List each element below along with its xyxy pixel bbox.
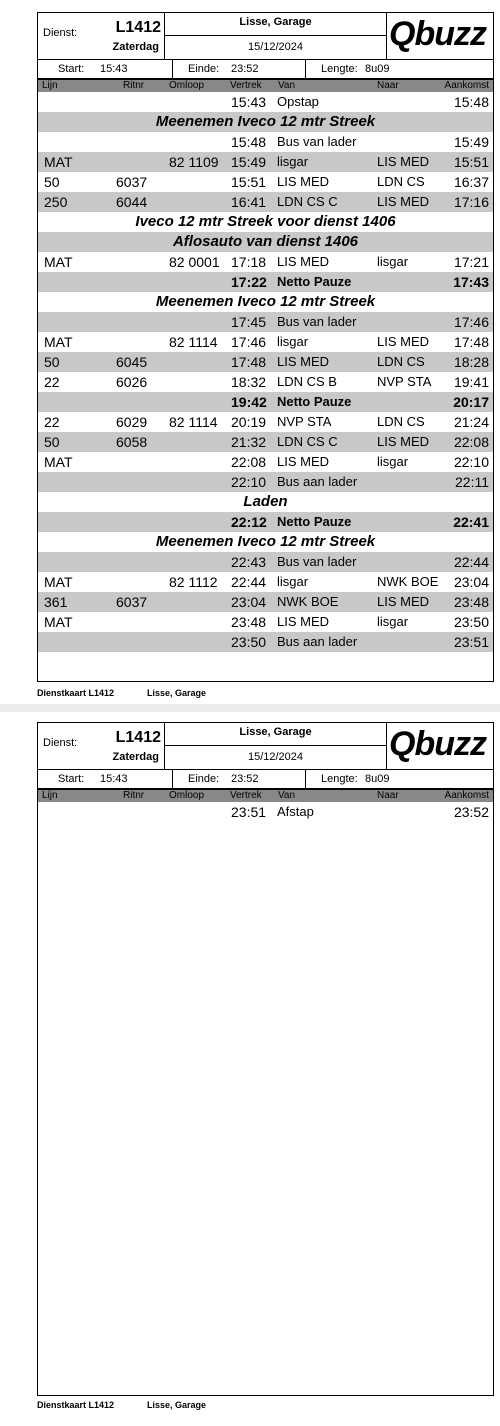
page-1: [0, 0, 500, 704]
dienst-label: Dienst:: [43, 737, 78, 749]
vertrek-cell: 16:41: [231, 194, 267, 210]
vertrek-cell: 22:44: [231, 574, 267, 590]
lijn-cell: MAT: [44, 614, 73, 630]
dag: Zaterdag: [112, 41, 159, 53]
dag: Zaterdag: [112, 751, 159, 763]
vertrek-cell: 20:19: [231, 414, 267, 430]
trip-row: [38, 412, 493, 432]
van-cell: LIS MED: [277, 254, 330, 269]
van-cell: LIS MED: [277, 354, 330, 369]
naar-cell: LDN CS: [377, 174, 425, 189]
ritnr-cell: 6029: [116, 414, 148, 430]
section-title: Iveco 12 mtr Streek voor dienst 1406: [135, 213, 396, 230]
locatie: Lisse, Garage: [239, 16, 312, 28]
van-cell: lisgar: [277, 154, 309, 169]
naar-cell: lisgar: [377, 614, 409, 629]
dienst-cell: [38, 13, 165, 59]
vertrek-cell: 15:49: [231, 154, 267, 170]
lijn-cell: MAT: [44, 574, 73, 590]
van-cell: Opstap: [277, 94, 319, 109]
vertrek-cell: 23:50: [231, 634, 267, 650]
aankomst-cell: 22:44: [453, 554, 489, 570]
locatie-cell: [165, 13, 387, 59]
dienstkaart-sheet: [37, 722, 494, 1396]
van-cell: NWK BOE: [277, 594, 339, 609]
trip-row: [38, 132, 493, 152]
pauze-row: [38, 392, 493, 412]
aankomst-cell: 18:28: [453, 354, 489, 370]
omloop-cell: 82 1114: [169, 334, 218, 350]
logo-cell: [387, 723, 495, 769]
qbuzz-logo: Qbuzz: [389, 725, 486, 763]
start-label: Start:: [58, 63, 85, 75]
footer-locatie: Lisse, Garage: [147, 688, 207, 698]
col-aankomst: Aankomst: [444, 790, 489, 801]
section-title: Aflosauto van dienst 1406: [172, 233, 359, 250]
col-aankomst: Aankomst: [444, 80, 489, 91]
einde-tijd: 23:52: [231, 63, 259, 75]
aankomst-cell: 17:46: [453, 314, 489, 330]
vertrek-cell: 15:51: [231, 174, 267, 190]
lijn-cell: 22: [44, 414, 60, 430]
trip-row: [38, 472, 493, 492]
datum: 15/12/2024: [247, 41, 304, 53]
naar-cell: LIS MED: [377, 434, 430, 449]
naar-cell: LIS MED: [377, 334, 430, 349]
aankomst-cell: 17:48: [453, 334, 489, 350]
van-cell: Bus van lader: [277, 134, 357, 149]
section-title: Laden: [243, 493, 288, 510]
col-vertrek: Vertrek: [230, 790, 262, 801]
naar-cell: lisgar: [377, 454, 409, 469]
naar-cell: LIS MED: [377, 194, 430, 209]
ritnr-cell: 6044: [116, 194, 148, 210]
vertrek-cell: 23:48: [231, 614, 267, 630]
header: [38, 13, 493, 60]
trip-row: [38, 312, 493, 332]
section-title-row: [38, 492, 493, 512]
column-header: [38, 79, 493, 92]
vertrek-cell: 23:04: [231, 594, 267, 610]
lijn-cell: 50: [44, 434, 60, 450]
page-2: [0, 712, 500, 1426]
van-cell: LIS MED: [277, 614, 330, 629]
vertrek-cell: 17:18: [231, 254, 267, 270]
lijn-cell: MAT: [44, 334, 73, 350]
lengte-label: Lengte:: [321, 63, 358, 75]
locatie: Lisse, Garage: [239, 726, 312, 738]
van-cell: Bus aan lader: [277, 474, 358, 489]
section-title: Meenemen Iveco 12 mtr Streek: [155, 533, 376, 550]
pauze-row: [38, 512, 493, 532]
start-tijd: 15:43: [100, 63, 128, 75]
van-cell: lisgar: [277, 574, 309, 589]
start-tijd: 15:43: [100, 773, 128, 785]
lijn-cell: MAT: [44, 254, 73, 270]
section-title-row: [38, 112, 493, 132]
aankomst-cell: 21:24: [453, 414, 489, 430]
van-cell: LIS MED: [277, 174, 330, 189]
section-title-row: [38, 532, 493, 552]
trip-row: [38, 332, 493, 352]
section-title: Meenemen Iveco 12 mtr Streek: [155, 293, 376, 310]
times-bar: [38, 770, 493, 789]
divider: [305, 60, 306, 78]
aankomst-cell: 20:17: [453, 394, 489, 410]
ritnr-cell: 6045: [116, 354, 148, 370]
divider: [165, 35, 386, 36]
lengte-label: Lengte:: [321, 773, 358, 785]
trip-row: [38, 172, 493, 192]
trip-row: [38, 432, 493, 452]
vertrek-cell: 22:12: [231, 514, 267, 530]
section-title-row: [38, 232, 493, 252]
aankomst-cell: 17:16: [453, 194, 489, 210]
trip-row: [38, 632, 493, 652]
vertrek-cell: 21:32: [231, 434, 267, 450]
footer-locatie: Lisse, Garage: [147, 1400, 207, 1410]
van-cell: lisgar: [277, 334, 309, 349]
naar-cell: LIS MED: [377, 594, 430, 609]
page-separator: [0, 704, 500, 712]
aankomst-cell: 22:41: [453, 514, 489, 530]
aankomst-cell: 23:52: [453, 804, 489, 820]
col-ritnr: Ritnr: [123, 790, 145, 801]
section-title-row: [38, 212, 493, 232]
divider: [172, 770, 173, 788]
naar-cell: lisgar: [377, 254, 409, 269]
naar-cell: LDN CS: [377, 354, 425, 369]
trip-row: [38, 252, 493, 272]
col-lijn: Lijn: [42, 80, 58, 91]
naar-cell: NVP STA: [377, 374, 432, 389]
trip-row: [38, 152, 493, 172]
footer-dienstkaart: Dienstkaart L1412: [37, 688, 115, 698]
vertrek-cell: 17:46: [231, 334, 267, 350]
trip-row: [38, 352, 493, 372]
aankomst-cell: 23:04: [453, 574, 489, 590]
dienst-nummer: L1412: [115, 19, 161, 36]
aankomst-cell: 17:43: [453, 274, 489, 290]
divider: [165, 745, 386, 746]
naar-cell: LIS MED: [377, 154, 430, 169]
start-label: Start:: [58, 773, 85, 785]
ritnr-cell: 6037: [116, 594, 148, 610]
omloop-cell: 82 0001: [169, 254, 220, 270]
col-ritnr: Ritnr: [123, 80, 145, 91]
col-lijn: Lijn: [42, 790, 58, 801]
lijn-cell: 22: [44, 374, 60, 390]
vertrek-cell: 23:51: [231, 804, 267, 820]
pauze-label: Netto Pauze: [277, 514, 352, 529]
dienst-cell: [38, 723, 165, 769]
lengte-waarde: 8u09: [365, 773, 390, 785]
col-van: Van: [278, 790, 296, 801]
aankomst-cell: 23:50: [453, 614, 489, 630]
naar-cell: NWK BOE: [377, 574, 439, 589]
aankomst-cell: 15:49: [453, 134, 489, 150]
van-cell: Afstap: [277, 804, 314, 819]
section-title: Meenemen Iveco 12 mtr Streek: [155, 113, 376, 130]
vertrek-cell: 17:22: [231, 274, 267, 290]
lijn-cell: 250: [44, 194, 68, 210]
lijn-cell: 361: [44, 594, 68, 610]
van-cell: Bus van lader: [277, 554, 357, 569]
trip-row: [38, 592, 493, 612]
aankomst-cell: 22:11: [455, 474, 489, 490]
van-cell: NVP STA: [277, 414, 332, 429]
aankomst-cell: 17:21: [453, 254, 489, 270]
dienst-label: Dienst:: [43, 27, 78, 39]
aankomst-cell: 15:51: [453, 154, 489, 170]
vertrek-cell: 22:10: [231, 474, 267, 490]
aankomst-cell: 22:10: [453, 454, 489, 470]
aankomst-cell: 23:51: [453, 634, 489, 650]
trip-row: [38, 452, 493, 472]
vertrek-cell: 22:43: [231, 554, 267, 570]
pauze-label: Netto Pauze: [277, 394, 352, 409]
omloop-cell: 82 1109: [169, 154, 219, 170]
col-naar: Naar: [377, 790, 399, 801]
trip-row: [38, 92, 493, 112]
dienst-rows: [38, 92, 493, 652]
col-van: Van: [278, 80, 296, 91]
aankomst-cell: 19:41: [453, 374, 489, 390]
pauze-label: Netto Pauze: [277, 274, 352, 289]
dienst-rows: [38, 802, 493, 822]
aankomst-cell: 22:08: [453, 434, 489, 450]
col-omloop: Omloop: [169, 790, 205, 801]
logo-cell: [387, 13, 495, 59]
times-bar: [38, 60, 493, 79]
ritnr-cell: 6058: [116, 434, 148, 450]
van-cell: Bus van lader: [277, 314, 357, 329]
vertrek-cell: 18:32: [231, 374, 267, 390]
vertrek-cell: 17:48: [231, 354, 267, 370]
van-cell: LDN CS B: [277, 374, 337, 389]
lijn-cell: MAT: [44, 454, 73, 470]
locatie-cell: [165, 723, 387, 769]
datum: 15/12/2024: [247, 751, 304, 763]
van-cell: LDN CS C: [277, 194, 338, 209]
einde-label: Einde:: [188, 773, 220, 785]
lengte-waarde: 8u09: [365, 63, 390, 75]
omloop-cell: 82 1114: [169, 414, 218, 430]
vertrek-cell: 17:45: [231, 314, 267, 330]
vertrek-cell: 22:08: [231, 454, 267, 470]
lijn-cell: 50: [44, 354, 60, 370]
vertrek-cell: 15:48: [231, 134, 267, 150]
trip-row: [38, 572, 493, 592]
lijn-cell: MAT: [44, 154, 73, 170]
ritnr-cell: 6037: [116, 174, 148, 190]
qbuzz-logo: Qbuzz: [389, 15, 486, 53]
dienst-nummer: L1412: [115, 729, 161, 746]
vertrek-cell: 19:42: [231, 394, 267, 410]
omloop-cell: 82 1112: [169, 574, 218, 590]
col-vertrek: Vertrek: [230, 80, 262, 91]
pauze-row: [38, 272, 493, 292]
divider: [305, 770, 306, 788]
trip-row: [38, 802, 493, 822]
header: [38, 723, 493, 770]
naar-cell: LDN CS: [377, 414, 425, 429]
section-title-row: [38, 292, 493, 312]
vertrek-cell: 15:43: [231, 94, 267, 110]
einde-label: Einde:: [188, 63, 220, 75]
van-cell: Bus aan lader: [277, 634, 358, 649]
einde-tijd: 23:52: [231, 773, 259, 785]
van-cell: LDN CS C: [277, 434, 338, 449]
divider: [172, 60, 173, 78]
trip-row: [38, 552, 493, 572]
col-naar: Naar: [377, 80, 399, 91]
column-header: [38, 789, 493, 802]
van-cell: LIS MED: [277, 454, 330, 469]
trip-row: [38, 192, 493, 212]
lijn-cell: 50: [44, 174, 60, 190]
trip-row: [38, 612, 493, 632]
trip-row: [38, 372, 493, 392]
aankomst-cell: 23:48: [453, 594, 489, 610]
dienstkaart-sheet: [37, 12, 494, 682]
ritnr-cell: 6026: [116, 374, 148, 390]
footer-dienstkaart: Dienstkaart L1412: [37, 1400, 115, 1410]
col-omloop: Omloop: [169, 80, 205, 91]
aankomst-cell: 16:37: [453, 174, 489, 190]
aankomst-cell: 15:48: [453, 94, 489, 110]
